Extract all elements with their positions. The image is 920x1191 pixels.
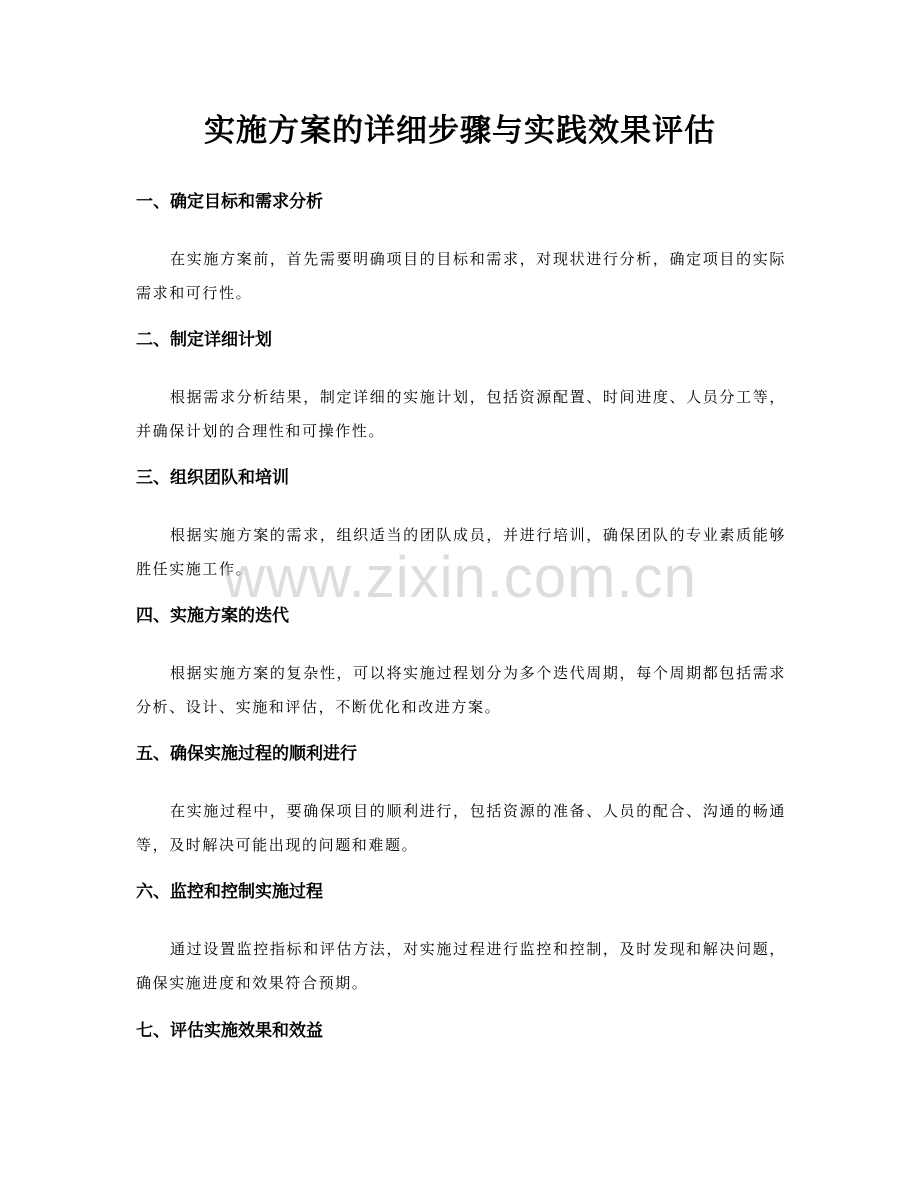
section-5	[136, 740, 786, 862]
section-paragraph: 根据实施方案的复杂性，可以将实施过程划分为多个迭代周期，每个周期都包括需求分析、设计、实施和评估，不断优化和改进方案。	[136, 664, 786, 716]
section-paragraph: 根据实施方案的需求，组织适当的团队成员，并进行培训，确保团队的专业素质能够胜任实施工作。	[136, 526, 786, 578]
section-paragraph: 在实施过程中，要确保项目的顺利进行，包括资源的准备、人员的配合、沟通的畅通等，及时解决可能出现的问题和难题。	[136, 802, 786, 854]
section-heading: 五、确保实施过程的顺利进行	[136, 744, 357, 764]
section-4	[136, 602, 786, 724]
watermark-text: www.zixin.com.cn	[223, 545, 697, 610]
section-3	[136, 464, 786, 586]
section-paragraph: 在实施方案前，首先需要明确项目的目标和需求，对现状进行分析，确定项目的实际需求和可行性。	[136, 250, 786, 302]
section-heading: 四、实施方案的迭代	[136, 606, 289, 626]
section-heading: 六、监控和控制实施过程	[136, 882, 323, 902]
section-heading: 七、评估实施效果和效益	[136, 1021, 323, 1041]
section-heading: 一、确定目标和需求分析	[136, 192, 323, 212]
section-heading: 三、组织团队和培训	[136, 468, 289, 488]
section-6	[136, 878, 786, 1000]
section-2	[136, 326, 786, 448]
section-paragraph: 通过设置监控指标和评估方法，对实施过程进行监控和控制，及时发现和解决问题，确保实施进度和效果符合预期。	[136, 940, 786, 992]
section-7	[136, 1017, 786, 1045]
section-paragraph: 根据需求分析结果，制定详细的实施计划，包括资源配置、时间进度、人员分工等，并确保计划的合理性和可操作性。	[136, 388, 786, 440]
document-title: 实施方案的详细步骤与实践效果评估	[204, 113, 716, 149]
section-1	[136, 188, 786, 310]
section-heading: 二、制定详细计划	[136, 330, 272, 350]
